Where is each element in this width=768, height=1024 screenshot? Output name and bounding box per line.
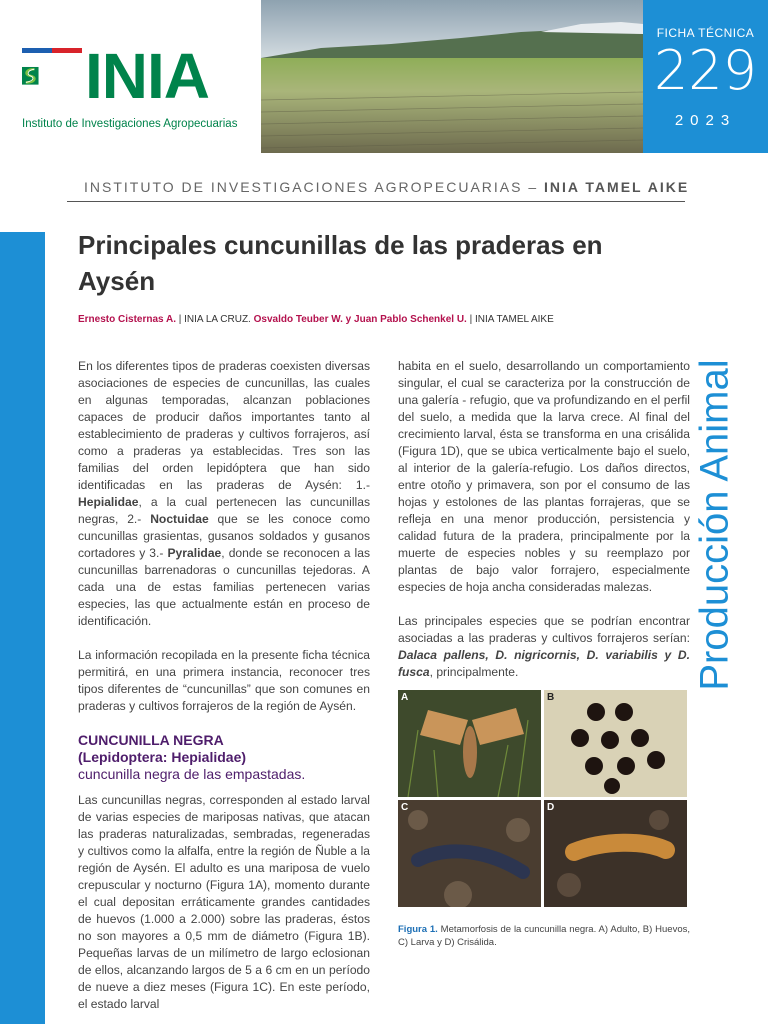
ficha-tecnica-box xyxy=(643,0,768,153)
section-family: (Lepidoptera: Hepialidae) xyxy=(78,749,247,765)
header-divider xyxy=(67,201,685,202)
species-list: Dalaca pallens, D. nigricornis, D. variabilis y D. fusca xyxy=(398,648,690,679)
paragraph-purpose: La información recopilada en la presente ficha técnica permitirá, en una primera instancia, reconocer tres tipos diferentes de “cuncunillas” que son comunes en praderas y cultivos forrajeros de la región de Aysén. xyxy=(78,648,370,713)
logo-subtitle: Instituto de Investigaciones Agropecuarias xyxy=(22,118,238,130)
figure-panel-pupa xyxy=(544,800,687,907)
family-name: Noctuidae xyxy=(150,512,209,526)
paragraph-behavior: habita en el suelo, desarrollando un comportamiento singular, el cual se caracteriza por la construcción de una galería - refugio, que va profundizando en el perfil del suelo, a medida que la larva crece. Al final del crecimiento larval, ésta se transforma en una crisálida (Figura 1D), que se ubica verticalmente bajo el suelo, al interior de la galería-refugio. Los daños directos, entre otoño y primavera, son por el consumo de las hojas y estolones de las plantas forrajeras, que se refleja en una menor producción, persistencia y calidad futura de la pradera, principalmente por la muerte de especies nobles y su reemplazo por plantas de bajo valor forrajero, especialmente especies de hoja ancha consideradas malezas. xyxy=(398,359,690,594)
caption-label: Figura 1. xyxy=(398,924,438,935)
inia-logo-mark xyxy=(22,40,84,116)
section-common-name: cuncunilla negra de las empastadas. xyxy=(78,766,306,782)
ficha-year: 2023 xyxy=(674,112,737,129)
figure-panel-eggs xyxy=(544,690,687,797)
column-left xyxy=(78,358,370,1013)
article-title: Principales cuncunillas de las praderas en Aysén xyxy=(78,230,603,296)
caption-text: Metamorfosis de la cuncunilla negra. A) Adulto, B) Huevos, C) Larva y D) Crisálida. xyxy=(398,924,691,948)
institute-name: INSTITUTO DE INVESTIGACIONES AGROPECUARIAS – xyxy=(84,179,539,195)
ficha-label: FICHA TÉCNICA xyxy=(656,26,755,40)
ficha-number: 229 xyxy=(653,39,758,102)
author-affiliation: | INIA LA CRUZ. xyxy=(176,314,254,325)
panel-label: A xyxy=(401,692,409,703)
panel-label: C xyxy=(401,802,409,813)
section-heading: CUNCUNILLA NEGRA xyxy=(78,732,224,748)
authors-line xyxy=(78,314,554,325)
panel-label: D xyxy=(547,802,555,813)
institute-line xyxy=(84,179,689,195)
logo-wordmark: INIA xyxy=(85,40,209,112)
panel-label: B xyxy=(547,692,555,703)
author-name: Osvaldo Teuber W. y Juan Pablo Schenkel U. xyxy=(253,314,467,325)
family-name: Hepialidae xyxy=(78,495,139,509)
section-label-text: Producción Animal xyxy=(692,359,737,691)
section-label-vertical xyxy=(690,330,740,720)
figure-caption xyxy=(398,923,690,949)
paragraph-intro: En los diferentes tipos de praderas coexisten diversas asociaciones de especies de cuncunillas, las cuales en algunas temporadas, alcanzan poblaciones capaces de producir daños importantes tanto al establecimiento de praderas y cultivos forrajeros, así como a praderas ya establecidas. Tres son las familias del orden lepidóptera que han sido identificadas en las praderas de Aysén: 1.- Hepialidae, a la cual pertenecen las cuncunillas negras, 2.- Noctuidae que se les conoce como cuncunillas grasientas, gusanos soldados y gusanos cortadores y 3.- Pyralidae, donde se reconocen a las cuncunillas barrenadoras o cuncunillas tejedoras. A cada una de estas familias pertenecen varias especies, las que actualmente están en proceso de identificación. xyxy=(78,359,371,628)
paragraph-description: Las cuncunillas negras, corresponden al estado larval de varias especies de mariposas nativas, que atacan las praderas naturalizadas, sembradas, regeneradas y cultivos como la alfalfa, entre la región de Ñuble a la región de Aysén. El adulto es una mariposa de vuelo crepuscular y nocturno (Figura 1A), momento durante el cual depositan erráticamente grandes cantidades de huevos (1.000 a 2.000) sobre las praderas, éstos no son mayores a 0,5 mm de diámetro (Figura 1B). Pequeñas larvas de un milímetro de largo eclosionan de ellos, alcanzando largos de 5 a 6 cm en un período de nueve a diez meses (Figura 1C). En este período, el estado larval xyxy=(78,793,370,1011)
left-accent-bar xyxy=(0,232,45,1024)
paragraph-species: Las principales especies que se podrían encontrar asociadas a las praderas y cultivos forrajeros serían: Dalaca pallens, D. nigricornis, D. variabilis y D. fusca, principalmente. xyxy=(398,614,690,679)
figure-panel-adult xyxy=(398,690,541,797)
figure-1 xyxy=(398,690,690,908)
author-name: Ernesto Cisternas A. xyxy=(78,314,176,325)
center-name: INIA TAMEL AIKE xyxy=(544,179,690,195)
family-name: Pyralidae xyxy=(167,546,222,560)
column-right xyxy=(398,358,690,681)
author-affiliation: | INIA TAMEL AIKE xyxy=(466,314,554,325)
figure-panel-larva xyxy=(398,800,541,907)
header-landscape-photo xyxy=(261,0,643,153)
